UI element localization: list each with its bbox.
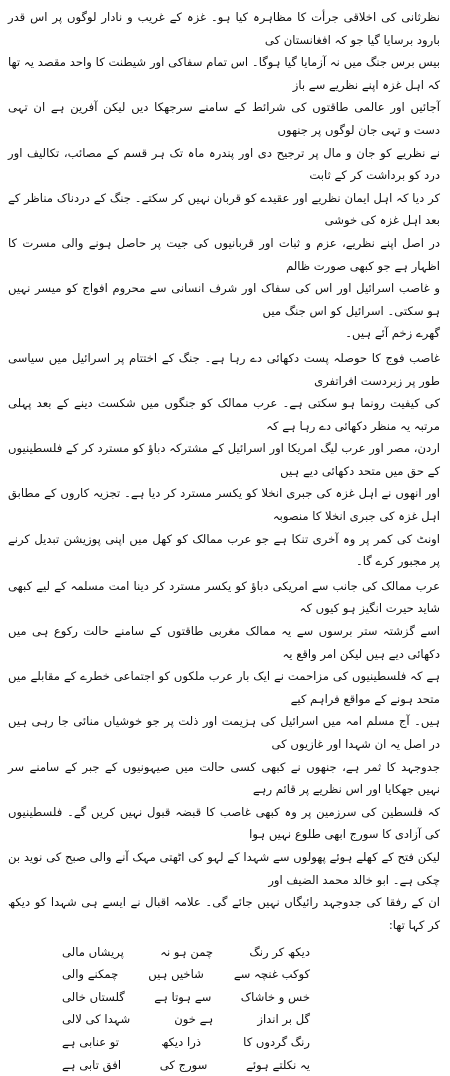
verse-part: گل بر انداز	[257, 1012, 310, 1027]
poem-verse	[62, 1031, 332, 1054]
poem	[8, 940, 440, 1076]
verse-part: چمکنے والی	[62, 967, 119, 982]
paragraph-2: غاصب فوج کا حوصلہ پست دکھائی دے رہا ہے۔ جنگ کے اختتام پر اسرائیل میں سیاسی طور پر زبردست افراتفری کی کیفیت رونما ہو سکتی ہے۔ عرب ممالک کو جنگوں میں شکست دینے کے بعد پہلی مرتبہ یہ منظر دکھائی دے رہا ہے کہ اردن، مصر اور عرب لیگ امریکا اور اسرائیل کے مشترکہ دباؤ کو مسترد کر کے فلسطینیوں کے حق میں متحد دکھائی دیے ہیں اور انھوں نے اہل غزہ کی جبری انخلا کو یکسر مسترد کر دیا ہے۔ تجزیہ کاروں کے مطابق اہل غزہ کی جبری انخلا کا منصوبہ اونٹ کی کمر پر وہ آخری تنکا ہے جو عرب ممالک کو کھل میں اپنی پوزیشن تبدیل کرنے پر مجبور کرے گا۔	[8, 350, 440, 569]
poem-verse	[62, 986, 332, 1009]
verse-part: ذرا دیکھ	[161, 1035, 201, 1050]
verse-part: افق تابی ہے	[62, 1057, 122, 1072]
verse-part: گلستاں خالی	[62, 989, 125, 1004]
verse-part: یہ نکلتے ہوئے	[246, 1057, 310, 1072]
poem-verse	[62, 1053, 332, 1076]
verse-part: کوکب غنچہ سے	[233, 967, 310, 982]
poem-verse	[62, 1008, 332, 1031]
verse-part: رنگ گردوں کا	[243, 1035, 310, 1050]
paragraph-1: نظرثانی کی اخلاقی جرأت کا مظاہرہ کیا ہو۔ غزہ کے غریب و نادار لوگوں پر اس قدر بارود برسایا گیا جو کہ افغانستان کی بیس برس جنگ میں نہ آزمایا گیا ہوگا۔ اس تمام سفاکی اور شیطنت کا واحد مقصد یہ تھا کہ اہل غزہ اپنے نظریے سے باز آجائیں اور عالمی طاقتوں کی شرائط کے سامنے سرجھکا دیں لیکن آفرین ہے ان تہی دست و تہی جان لوگوں پر جنھوں نے نظریے کو جان و مال پر ترجیح دی اور پندرہ ماہ تک ہر قسم کے مصائب، تکالیف اور درد کو برداشت کر کے ثابت کر دیا کہ اہل ایمان نظریے اور عقیدے کو قربان نہیں کر سکتے۔ جنگ کے دردناک مناظر کے بعد اہل غزہ کی خوشی در اصل اپنے نظریے، عزم و ثبات اور قربانیوں کی جیت پر حاصل ہونے والی مسرت کا اظہار ہے جو کبھی صورت ظالم و غاصب اسرائیل اور اس کی سفاک اور شرف انسانی سے محروم افواج کو میسر نہیں ہو سکتی۔ اسرائیل کو اس جنگ میں گھرے زخم آئے ہیں۔	[8, 10, 440, 341]
verse-part: شاخیں ہیں	[148, 967, 204, 982]
verse-part: چمن ہو نہ	[160, 944, 214, 959]
verse-part: ہے خون	[174, 1012, 214, 1027]
poem-verse	[62, 963, 332, 986]
verse-part: دیکھ کر رنگ	[249, 944, 310, 959]
verse-part: سے ہوتا ہے	[154, 989, 212, 1004]
verse-part: خس و خاشاک	[240, 989, 310, 1004]
paragraph-3: عرب ممالک کی جانب سے امریکی دباؤ کو یکسر مسترد کر دینا امت مسلمہ کے لیے کبھی شاید حیرت انگیز ہو کیوں کہ اسے گزشتہ ستر برسوں سے یہ ممالک مغربی طاقتوں کے سامنے حالت رکوع ہی میں دکھائی دیے ہیں لیکن امر واقع یہ ہے کہ فلسطینیوں کی مزاحمت نے ایک بار عرب ملکوں کو اجتماعی خطرے کے مقابلے میں متحد ہونے کے مواقع فراہم کیے ہیں۔ آج مسلم امہ میں اسرائیل کی ہزیمت اور ذلت پر جو خوشیاں منائی جا رہی ہیں در اصل یہ ان شہدا اور غازیوں کی جدوجہد کا ثمر ہے، جنھوں نے کبھی کسی حالت میں صیہونیوں کے جبر کے سامنے سر نہیں جھکایا اور اس نظریے پر قائم رہے کہ فلسطین کی سرزمین پر وہ کبھی غاصب کا قبضہ قبول نہیں کریں گے۔ فلسطینیوں کی آزادی کا سورج ابھی طلوع نہیں ہوا لیکن فتح کے کھلے ہوئے پھولوں سے شہدا کے لہو کی اٹھتی مہک آنے والی صبح کی نوید بن چکی ہے۔ ابو خالد محمد الضیف اور ان کے رفقا کی جدوجہد رائیگاں نہیں جائے گی۔ علامہ اقبال نے ایسے ہی شہدا کو دیکھ کر کہا تھا:	[8, 578, 440, 932]
verse-part: تو عنابی ہے	[62, 1035, 120, 1050]
verse-part: سورج کی	[159, 1057, 208, 1072]
poem-verse	[62, 940, 332, 963]
verse-part: شہدا کی لالی	[62, 1012, 131, 1027]
verse-part: پریشاں مالی	[62, 944, 124, 959]
